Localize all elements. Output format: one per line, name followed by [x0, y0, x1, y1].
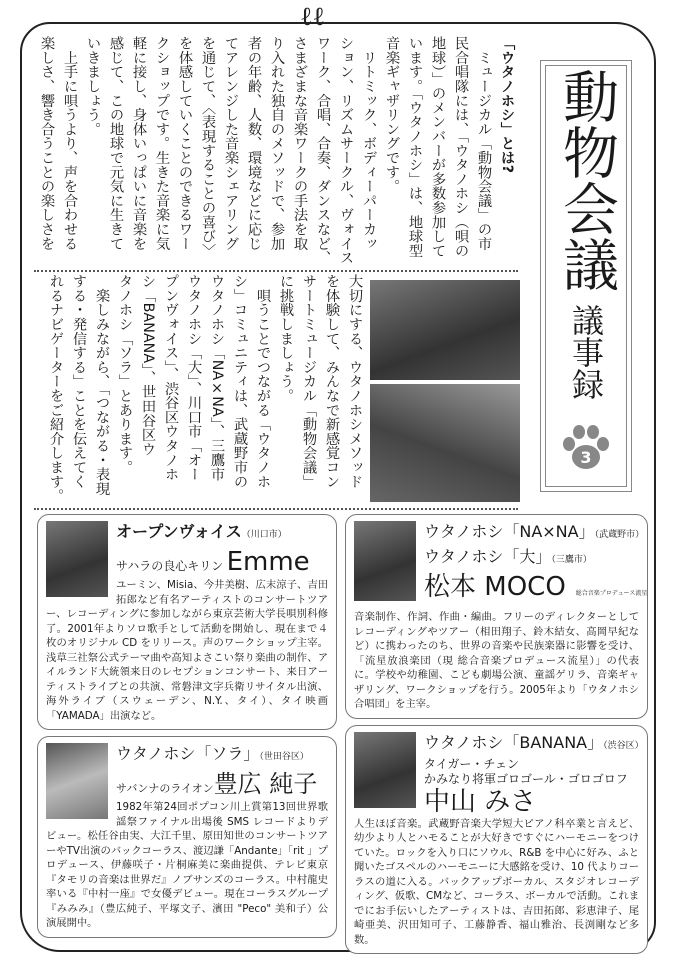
- article-line: サートミュージカル「動物会議」: [301, 274, 317, 489]
- workshop-photo: [370, 384, 520, 502]
- profile-name: 松本 MOCO: [424, 572, 566, 602]
- profile-photo: [354, 521, 416, 601]
- paw-icon: [560, 422, 612, 474]
- article-line: タノホシ「ソラ」とあります。: [117, 274, 133, 475]
- article-line: クショップです。生きた音楽に気: [154, 36, 170, 251]
- article-line: 民合唱隊には、「ウタノホシ（唄の: [453, 36, 469, 258]
- profile-name: Emme: [226, 547, 310, 577]
- profile-name: 中山 みさ: [424, 786, 537, 817]
- workshop-photo: [370, 280, 520, 380]
- article-line: さまざまな音楽ワークの手法を取: [292, 36, 308, 251]
- article-line: する・発信する」ことを伝えてく: [71, 274, 87, 489]
- article-line: ション、リズムサークル、ヴォイス: [338, 36, 354, 265]
- article-line: リトミック、ボディーパーカッ: [361, 36, 377, 251]
- article-heading: 「ウタノホシ」とは?: [499, 36, 515, 173]
- article-line: 上手に唄うより、声を合わせる: [62, 36, 78, 251]
- article-line: シ」コミュニティは、武蔵野市の: [232, 274, 248, 489]
- profile-group: ウタノホシ「BANANA」: [424, 732, 604, 752]
- page-title: 動物会議: [554, 68, 619, 292]
- profile-bio: 人生ほぼ音楽。武蔵野音楽大学短大ピアノ科卒業と言えど、幼少より人とハモることが大好きですぐにハーモニーをつけていた。ロックを入り口にソウル、R&B を中心に好み、ふと聞いたゴスペルのハーモニーに大感銘を受け、10 代よりコーラスの道に入る。バックアップボーカル、スタジオレコーディング、仮歌、CMなど、コーラス、ボーカルで活動。これまでにお手伝いしたアーティストは、吉田拓郎、彩恵津子、尾崎亜美、沢田知可子、工藤静香、福山雅治、長渕剛など多数。: [354, 817, 639, 946]
- article-line: てアレンジした音楽シェアリング: [223, 36, 239, 251]
- profile-group: ウタノホシ「ソラ」: [116, 744, 260, 763]
- profile-group: ウタノホシ「NA×NA」: [424, 522, 595, 541]
- article-line: 楽しさ、響き合うことの楽しさを: [39, 36, 55, 251]
- profile-area: （世田谷区）: [259, 752, 309, 762]
- article-line: 地球）」のメンバーが多数参加して: [430, 36, 446, 258]
- article-line: を体感していくことのできるワー: [177, 36, 193, 251]
- article-line: 者の年齢、人数、環境などに応じ: [246, 36, 262, 251]
- profile-bio-block: [46, 743, 328, 931]
- article-line: を通じて、〈表現することの喜び〉: [200, 36, 216, 258]
- profile-tagline: サハラの良心キリン: [116, 559, 224, 573]
- profile-card-emme: [37, 514, 337, 730]
- article-line: を体験して、みんなで新感覚コン: [324, 274, 340, 489]
- profile-card-moco: [345, 514, 648, 719]
- profile-tagline: かみなり将軍ゴロゴール・ゴロゴロフ: [424, 771, 628, 786]
- article-line: ミュージカル「動物会議」の市: [476, 36, 492, 251]
- article-line: 大切にする、ウタノホシメソッド: [347, 274, 363, 489]
- middle-article: [34, 274, 366, 506]
- profile-bio: ユーミン、Misia、今井美樹、広末涼子、吉田拓郎など有名アーティストのコンサートツアー、レコーディングに参加しながら東京芸術大学長唄別科修了。2001年よりソロ歌手として活動を開始し、現在まで４枚のオリジナル CD をリリース。声のワークショップ主宰。浅草三社祭公式テーマ曲や高知よさこい祭り楽曲の制作、アイルランド大統領来日のレセプションコンサート、来日アーティストライブとの共演、常磐津文字兵衛リサイタル出演、海外ライブ（スウェーデン、N.Y.、タイ）、タイ映画「YAMADA」出演など。: [46, 579, 328, 722]
- profile-area: （川口市）: [241, 530, 287, 540]
- article-line: り入れた独自のメソッドで、参加: [269, 36, 285, 251]
- article-line: 唄うことでつながる「ウタノホ: [255, 274, 271, 489]
- profile-affiliation: 総合音楽プロデュース流星: [575, 590, 648, 597]
- profile-area: （武蔵野市）: [594, 530, 645, 540]
- article-line: います。「ウタノホシ」は、地球型: [407, 36, 423, 258]
- profile-bio: 1982年第24回ポプコン川上賞第13回世界歌謡祭ファイナル出場後 SMS レコードよりデビュー。松任谷由実、大江千里、原田知世のコンサートツアーやTV出演のバックコーラス、渡辺謙「Andante」「rit 」プロデュース、伊藤咲子・片桐麻美に楽曲提供、テレビ東京『タモリの音楽は世界だ』ノブサンズのコーラス。中村龍史率いる『中村一座』で女優デビュー。現在コーラスグループ『みみみ』（豊広純子、平塚文子、濱田 "Peco" 美和子）公演展開中。: [46, 801, 328, 929]
- article-line: 軽に接し、身体いっぱいに音楽を: [131, 36, 147, 251]
- article-line: れるナビゲーターをご紹介します。: [48, 274, 64, 503]
- profile-card-nakayama: [345, 725, 648, 955]
- article-line: 感じて、この地球で元気に生きて: [108, 36, 124, 251]
- article-line: 音楽ギャザリングです。: [384, 36, 400, 194]
- article-line: シ「BANANA」、世田谷区ウ: [140, 274, 156, 457]
- article-line: プンヴォイス」、渋谷区ウタノホ: [163, 274, 179, 482]
- article-line: に挑戦しましょう。: [278, 274, 294, 403]
- article-line: 楽しみながら、「つながる・表現: [94, 274, 110, 496]
- article-line: ウタノホシ「NA×NA」、三鷹市: [209, 274, 225, 482]
- profile-group: オープンヴォイス: [116, 522, 242, 541]
- profile-bio-block: [354, 521, 648, 712]
- dotted-divider: [34, 508, 518, 510]
- dotted-divider: [34, 270, 518, 272]
- profile-area: （渋谷区）: [603, 740, 644, 751]
- article-line: ワーク、合唱、合奏、ダンスなど、: [315, 36, 331, 265]
- page-subtitle: 議事録: [567, 304, 605, 400]
- profile-name: 豊広 純子: [213, 770, 318, 798]
- profile-bio: 音楽制作、作詞、作曲・編曲。フリーのディレクターとしてレコーディングやツアー（相田翔子、鈴木結女、高岡早紀など）に携わったのち、世界の音楽や民族楽器に影響を受け、「流星放浪楽団（現 総合音楽プロデュース流星）」の代表に。学校や幼稚園、こども劇場公演、童謡ゲリラ、音楽ギャザリング、ワークショップを行う。2005年より「ウタノホシ合唱団」を主宰。: [354, 611, 639, 710]
- decorative-curl: ℓℓ: [300, 2, 325, 32]
- profile-tagline: タイガー・チェン: [424, 756, 520, 771]
- profile-tagline: サバンナのライオン: [116, 782, 214, 795]
- profile-photo: [46, 521, 108, 597]
- article-line: ウタノホシ「大」、川口市「オー: [186, 274, 202, 482]
- profile-group: ウタノホシ「大」: [424, 547, 552, 566]
- intro-article: [34, 36, 518, 268]
- article-line: いきましょう。: [85, 36, 101, 137]
- profile-bio-block: [46, 521, 328, 723]
- profile-bio-block: [354, 732, 644, 948]
- profile-card-toyohiro: [37, 736, 337, 938]
- profile-photo: [46, 743, 108, 819]
- profile-photo: [354, 732, 416, 808]
- profile-area: （三鷹市）: [551, 555, 592, 565]
- issue-number: 3: [580, 448, 592, 467]
